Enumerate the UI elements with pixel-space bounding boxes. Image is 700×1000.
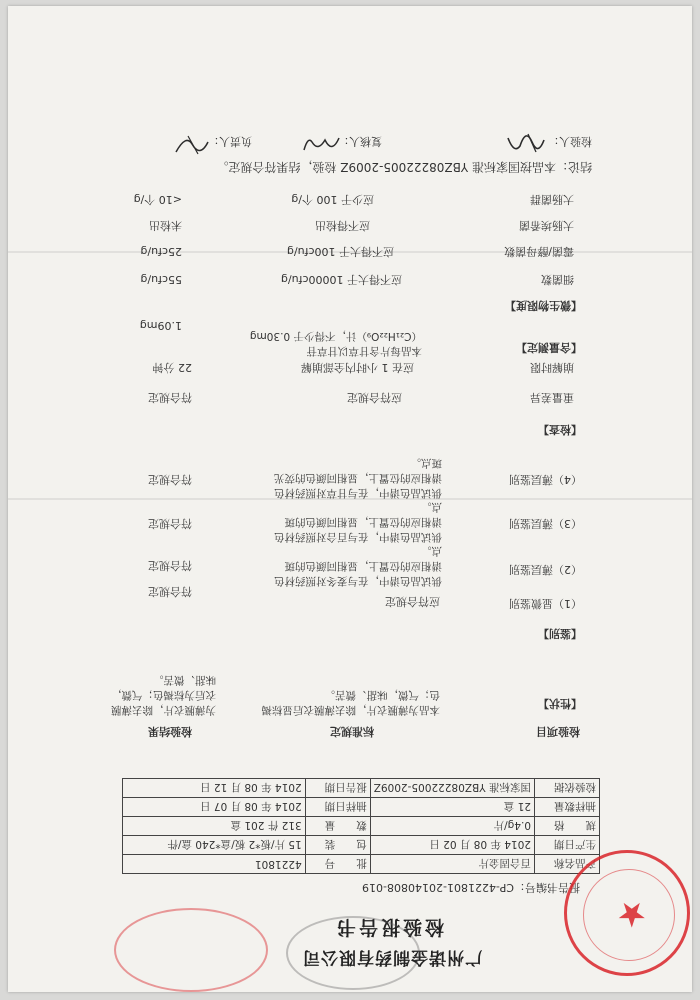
star-icon: ★ bbox=[616, 894, 647, 934]
weight-variation: 重量差异 bbox=[530, 391, 574, 404]
disintegration: 崩解时限 bbox=[530, 361, 574, 374]
reviewer-label: 复核人： bbox=[338, 135, 382, 148]
section-microbial: 【微生物限度】 bbox=[505, 299, 582, 312]
traits-standard: 本品为薄膜衣片，除去薄膜衣后显棕褐色；气微，味甜、微苦。 bbox=[261, 689, 440, 716]
coliform: 大肠菌群 bbox=[530, 193, 574, 206]
ecoli-result: 未检出 bbox=[149, 219, 182, 232]
identification-3: （3）薄层鉴别 bbox=[509, 517, 582, 530]
col-header-item: 检验项目 bbox=[536, 725, 580, 738]
inspector-label: 检验人： bbox=[548, 135, 592, 148]
approver-signature bbox=[172, 130, 212, 160]
section-assay: 【含量测定】 bbox=[516, 341, 582, 354]
identification-1: （1）显微鉴别 bbox=[509, 597, 582, 610]
info-table bbox=[122, 778, 600, 874]
red-seal-stamp bbox=[564, 850, 690, 976]
report-number: 报告书编号：CP-4221801-20140808-019 bbox=[362, 881, 580, 894]
conclusion: 结论：本品按国家标准 YBZ08222005-2009Z 检验，结果符合规定。 bbox=[216, 160, 592, 174]
approver-label: 负责人： bbox=[208, 135, 252, 148]
company-name: 广州诺金制药有限公司 bbox=[302, 947, 482, 967]
identification-4-standard: 供试品色谱中，在与甘草对照药材色谱相应的位置上，显相同颜色的荧光斑点。 bbox=[274, 457, 442, 499]
identification-4: （4）薄层鉴别 bbox=[509, 473, 582, 486]
section-inspection: 【检查】 bbox=[538, 423, 582, 436]
col-header-result: 检验结果 bbox=[148, 725, 192, 738]
coliform-standard: 应少于 100 个/g bbox=[291, 193, 374, 206]
disintegration-result: 22 分钟 bbox=[152, 361, 192, 374]
traits-result: 为薄膜衣片，除去薄膜衣后为棕褐色；气微，味甜、微苦。 bbox=[111, 674, 216, 716]
identification-2-standard: 供试品色谱中，在与麦冬对照药材色谱相应的位置上，显相同颜色的斑点。 bbox=[274, 545, 442, 587]
col-header-standard: 标准规定 bbox=[330, 725, 374, 738]
coliform-result: <10 个/g bbox=[133, 193, 182, 206]
reviewer-signature bbox=[302, 130, 342, 160]
table-row: 抽样数量 21 盒 抽样日期 2014 年 08 月 07 日 bbox=[123, 798, 600, 817]
disintegration-standard: 应在 1 小时内全部崩解 bbox=[301, 361, 414, 374]
identification-1-result: 符合规定 bbox=[148, 585, 192, 598]
assay-standard: 本品每片含甘草以甘草苷（C₂₁H₂₂O₉）计，不得少于 0.30mg bbox=[249, 330, 422, 357]
table-row: 生产日期 2014 年 08 月 02 日 包 装 15 片/板*2 板/盒*240 盒/件 bbox=[123, 836, 600, 855]
mold-count: 霉菌/酵母菌数 bbox=[504, 245, 574, 258]
identification-3-standard: 供试品色谱中，在与百合对照药材色谱相应的位置上，显相同颜色的斑点。 bbox=[274, 501, 442, 543]
ecoli: 大肠埃希菌 bbox=[519, 219, 574, 232]
identification-2: （2）薄层鉴别 bbox=[509, 563, 582, 576]
bacteria-count: 细菌数 bbox=[541, 273, 574, 286]
weight-variation-result: 符合规定 bbox=[148, 391, 192, 404]
inspector-signature bbox=[506, 130, 546, 160]
document-paper bbox=[8, 6, 692, 992]
assay-result: 1.09mg bbox=[139, 319, 182, 332]
ecoli-standard: 应不得检出 bbox=[315, 219, 370, 232]
mold-count-result: 25cfu/g bbox=[140, 245, 182, 258]
table-row: 规 格 0.4g/片 数 量 312 件 201 盒 bbox=[123, 817, 600, 836]
identification-4-result: 符合规定 bbox=[148, 473, 192, 486]
weight-variation-standard: 应符合规定 bbox=[347, 391, 402, 404]
section-traits: 【性状】 bbox=[538, 697, 582, 710]
section-identification: 【鉴别】 bbox=[538, 627, 582, 640]
table-row: 检验依据 国家标准 YBZ08222005-2009Z 报告日期 2014 年 08 月 12 日 bbox=[123, 779, 600, 798]
faint-red-seal bbox=[114, 908, 268, 992]
bacteria-count-result: 55cfu/g bbox=[140, 273, 182, 286]
gray-seal bbox=[286, 916, 420, 990]
identification-1-standard: 应符合规定 bbox=[385, 595, 440, 608]
rotated-report bbox=[8, 6, 692, 992]
table-row: 产品名称 百合固金片 批 号 4221801 bbox=[123, 855, 600, 874]
bacteria-count-standard: 应不得大于 10000cfu/g bbox=[280, 273, 402, 286]
report-title: 检验报告书 bbox=[333, 916, 444, 938]
identification-3-result: 符合规定 bbox=[148, 517, 192, 530]
mold-count-standard: 应不得大于 100cfu/g bbox=[286, 245, 394, 258]
identification-2-result: 符合规定 bbox=[148, 559, 192, 572]
